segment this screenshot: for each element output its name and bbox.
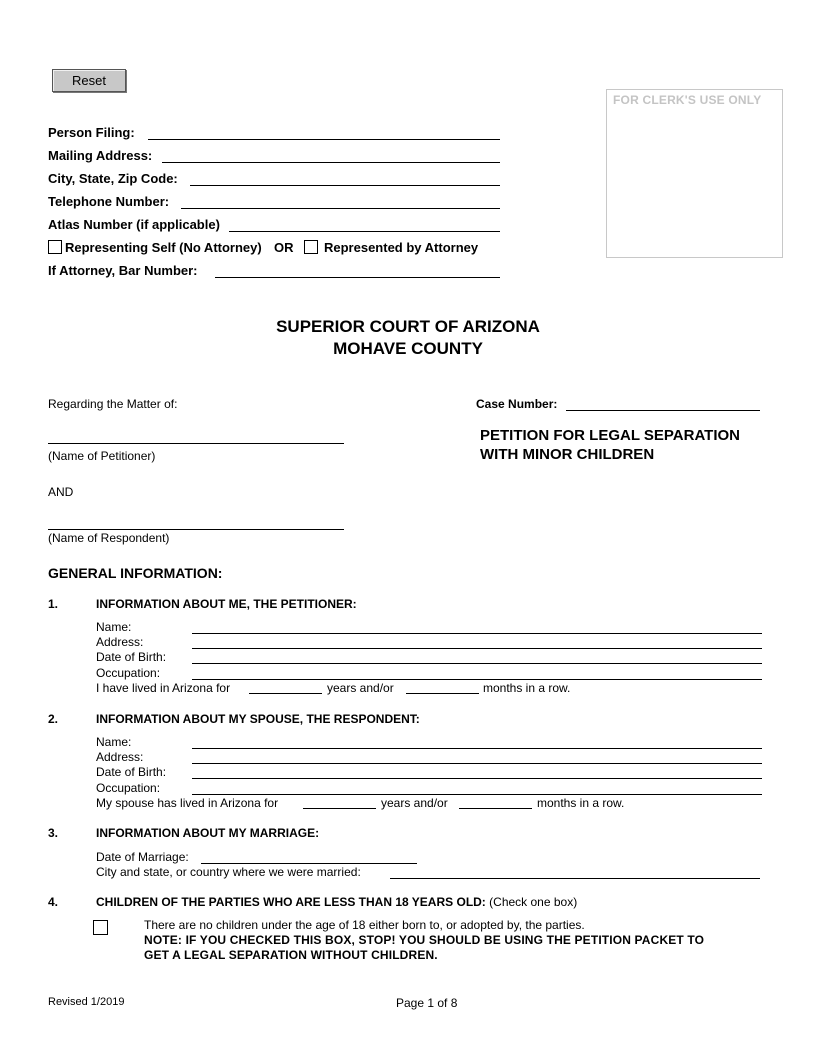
petitioner-name-field[interactable] [48, 443, 344, 444]
respondent-years-field[interactable] [303, 808, 376, 809]
general-information-heading: GENERAL INFORMATION: [48, 565, 223, 581]
section4-heading-note: (Check one box) [489, 895, 578, 909]
attorney-representation-label: Represented by Attorney [324, 240, 479, 255]
self-representation-label: Representing Self (No Attorney) [65, 240, 262, 255]
no-children-checkbox[interactable] [93, 920, 108, 935]
telephone-label: Telephone Number: [48, 194, 170, 209]
petitioner-residency-text-c: months in a row. [483, 681, 571, 695]
respondent-occupation-label: Occupation: [96, 781, 161, 795]
city-state-zip-label: City, State, Zip Code: [48, 171, 178, 186]
bar-number-field[interactable] [215, 277, 500, 278]
atlas-number-label: Atlas Number (if applicable) [48, 217, 220, 232]
marriage-date-label: Date of Marriage: [96, 850, 189, 864]
person-filing-label: Person Filing: [48, 125, 135, 140]
respondent-residency-text-b: years and/or [381, 796, 448, 810]
self-representation-checkbox[interactable] [48, 240, 62, 254]
mailing-address-label: Mailing Address: [48, 148, 153, 163]
petitioner-name-line[interactable] [192, 633, 762, 634]
petitioner-dob-label: Date of Birth: [96, 650, 167, 664]
respondent-dob-line[interactable] [192, 778, 762, 779]
or-label: OR [274, 240, 294, 255]
petitioner-address-line[interactable] [192, 648, 762, 649]
no-children-note-line1: NOTE: IF YOU CHECKED THIS BOX, STOP! YOU SHOULD BE USING THE PETITION PACKET TO [144, 933, 705, 947]
clerk-use-box [606, 89, 783, 258]
case-number-label: Case Number: [476, 397, 558, 411]
petitioner-residency-text-b: years and/or [327, 681, 394, 695]
petitioner-dob-line[interactable] [192, 663, 762, 664]
petitioner-occupation-line[interactable] [192, 679, 762, 680]
telephone-field[interactable] [181, 208, 500, 209]
respondent-name-line[interactable] [192, 748, 762, 749]
mailing-address-field[interactable] [162, 162, 500, 163]
section2-number: 2. [48, 712, 59, 726]
and-label: AND [48, 485, 74, 499]
respondent-name-field[interactable] [48, 529, 344, 530]
respondent-months-field[interactable] [459, 808, 532, 809]
petitioner-residency-text-a: I have lived in Arizona for [96, 681, 231, 695]
respondent-address-label: Address: [96, 750, 144, 764]
respondent-residency-text-c: months in a row. [537, 796, 625, 810]
section3-number: 3. [48, 826, 59, 840]
petitioner-address-label: Address: [96, 635, 144, 649]
revision-date: Revised 1/2019 [48, 996, 125, 1008]
document-title-line2: WITH MINOR CHILDREN [480, 446, 655, 463]
petitioner-months-field[interactable] [406, 693, 479, 694]
no-children-option-text: There are no children under the age of 18 either born to, or adopted by, the parties. [144, 918, 585, 932]
marriage-place-label: City and state, or country where we were married: [96, 865, 361, 879]
attorney-representation-checkbox[interactable] [304, 240, 318, 254]
reset-button[interactable]: Reset [52, 69, 126, 92]
petitioner-name-label: Name: [96, 620, 132, 634]
section1-heading: INFORMATION ABOUT ME, THE PETITIONER: [96, 597, 357, 611]
no-children-note-line2: GET A LEGAL SEPARATION WITHOUT CHILDREN. [144, 948, 438, 962]
section4-number: 4. [48, 895, 59, 909]
respondent-name-label: Name: [96, 735, 132, 749]
petitioner-caption: (Name of Petitioner) [48, 449, 156, 463]
respondent-dob-label: Date of Birth: [96, 765, 167, 779]
matter-label: Regarding the Matter of: [48, 397, 178, 411]
page-number: Page 1 of 8 [396, 996, 458, 1010]
section2-heading: INFORMATION ABOUT MY SPOUSE, THE RESPONDENT: [96, 712, 420, 726]
section1-number: 1. [48, 597, 59, 611]
petitioner-years-field[interactable] [249, 693, 322, 694]
case-number-field[interactable] [566, 410, 760, 411]
respondent-caption: (Name of Respondent) [48, 531, 170, 545]
court-name: SUPERIOR COURT OF ARIZONA [276, 317, 540, 336]
bar-number-label: If Attorney, Bar Number: [48, 263, 198, 278]
atlas-number-field[interactable] [229, 231, 500, 232]
section3-heading: INFORMATION ABOUT MY MARRIAGE: [96, 826, 320, 840]
respondent-residency-text-a: My spouse has lived in Arizona for [96, 796, 279, 810]
petitioner-occupation-label: Occupation: [96, 666, 161, 680]
city-state-zip-field[interactable] [190, 185, 500, 186]
marriage-date-field[interactable] [201, 863, 417, 864]
person-filing-field[interactable] [148, 139, 500, 140]
document-title-line1: PETITION FOR LEGAL SEPARATION [480, 427, 741, 444]
respondent-occupation-line[interactable] [192, 794, 762, 795]
county-name: MOHAVE COUNTY [333, 339, 483, 358]
respondent-address-line[interactable] [192, 763, 762, 764]
section4-heading: CHILDREN OF THE PARTIES WHO ARE LESS THAN 18 YEARS OLD: [96, 895, 486, 909]
marriage-place-field[interactable] [390, 878, 760, 879]
clerk-use-label: FOR CLERK'S USE ONLY [613, 93, 762, 107]
